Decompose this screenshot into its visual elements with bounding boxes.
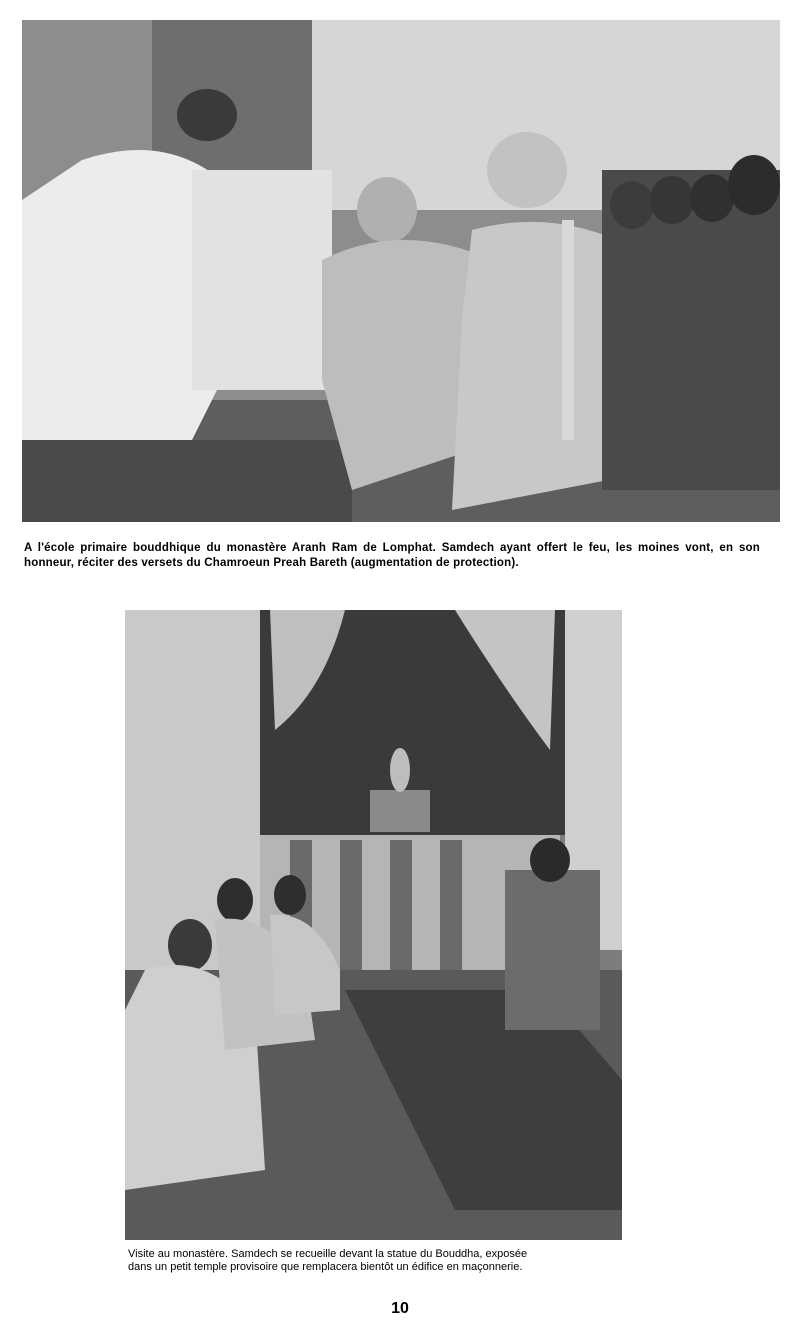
top-photo-caption: A l'école primaire bouddhique du monastère Aranh Ram de Lomphat. Samdech ayant offert le feu, les moines vont, en son honneur, réciter des versets du Chamroeun Preah Bareth (augmentation de protection). bbox=[24, 542, 760, 569]
monks-receiving-offering-image bbox=[22, 20, 780, 522]
bottom-photograph bbox=[125, 610, 622, 1240]
page-number: 10 bbox=[391, 1300, 409, 1317]
bottom-caption-line-2: dans un petit temple provisoire que remplacera bientôt un édifice en maçonnerie. bbox=[128, 1261, 523, 1273]
bottom-photo-caption bbox=[128, 1248, 628, 1274]
top-photograph bbox=[22, 20, 780, 522]
temple-buddha-statue-image bbox=[125, 610, 622, 1240]
bottom-caption-line-1: Visite au monastère. Samdech se recueille devant la statue du Bouddha, exposée bbox=[128, 1248, 528, 1260]
